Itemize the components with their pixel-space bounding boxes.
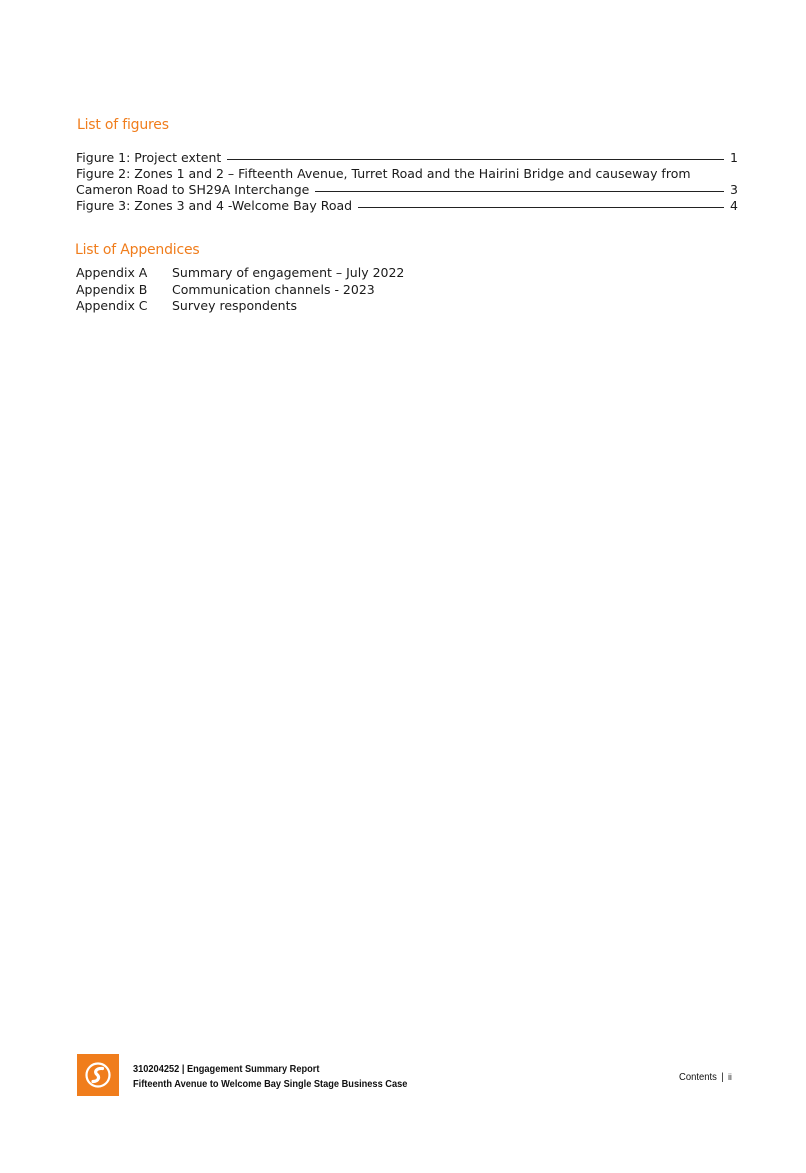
appendices-list [76,265,404,315]
toc-entry-text: Figure 1: Project extent [76,150,222,165]
footer-section-name: Contents [679,1071,717,1083]
toc-page-number: 1 [730,150,738,165]
toc-page-number: 3 [730,182,738,197]
toc-leader-line [315,191,724,192]
figures-list [76,150,738,214]
appendix-title: Survey respondents [172,298,297,313]
footer-report-line: 310204252 | Engagement Summary Report [133,1063,320,1075]
toc-entry-text: Figure 3: Zones 3 and 4 -Welcome Bay Road [76,198,353,213]
toc-leader-line [227,159,724,160]
stantec-logo-icon [77,1054,119,1096]
toc-entry-text: Figure 2: Zones 1 and 2 – Fifteenth Avenue, Turret Road and the Hairini Bridge and causeway from [76,166,691,181]
toc-entry-text-continued: Cameron Road to SH29A Interchange [76,182,310,197]
list-of-appendices-heading: List of Appendices [75,242,200,258]
toc-entry-figure-2[interactable] [76,166,738,198]
toc-page-number: 4 [730,198,738,213]
list-of-figures-heading: List of figures [77,117,169,133]
footer-page-number: ii [728,1072,732,1082]
appendix-title: Summary of engagement – July 2022 [172,265,405,280]
footer-project-line: Fifteenth Avenue to Welcome Bay Single Stage Business Case [133,1078,408,1090]
appendix-row-c[interactable] [76,298,404,315]
appendix-title: Communication channels - 2023 [172,281,375,297]
toc-entry-figure-1[interactable] [76,150,738,166]
toc-entry-figure-3[interactable] [76,198,738,214]
logo-mark-icon [84,1061,112,1089]
appendix-row-b[interactable] [76,282,404,299]
footer-page-label [679,1071,732,1083]
toc-leader-line [358,207,724,208]
appendix-label: Appendix B [76,281,148,297]
appendix-label: Appendix A [76,265,148,280]
footer-separator: | [721,1071,724,1083]
footer-report-info [133,1062,407,1092]
appendix-row-a[interactable] [76,265,404,282]
appendix-label: Appendix C [76,298,148,313]
